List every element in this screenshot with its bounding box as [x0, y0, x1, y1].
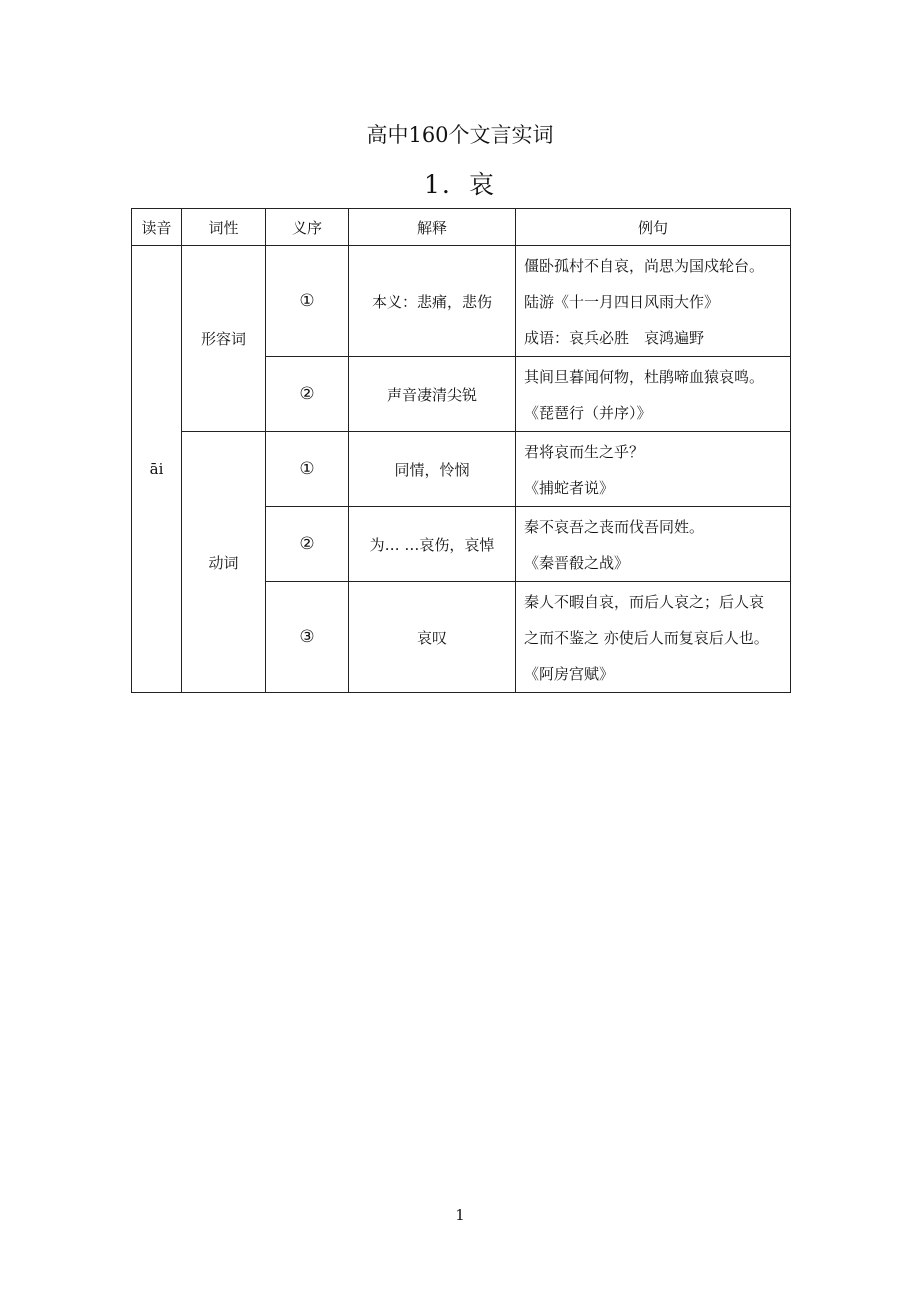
example-line: 其间旦暮闻何物，杜鹃啼血猿哀鸣。	[524, 368, 765, 386]
example-cell	[516, 357, 791, 432]
sense-meaning: 声音凄清尖锐	[349, 357, 516, 432]
example-source: 《琵琶行（并序）》	[524, 404, 652, 422]
example-source: 《秦晋殽之战》	[524, 554, 630, 572]
pos-cell-adjective: 形容词	[182, 246, 266, 432]
example-source: 《阿房宫赋》	[524, 665, 615, 683]
vocabulary-table	[131, 208, 791, 693]
sense-meaning: 哀叹	[349, 582, 516, 693]
pronunciation-cell: āi	[132, 246, 182, 693]
page-number: 1	[455, 1206, 465, 1224]
table-header-row	[132, 209, 791, 246]
document-title: 高中160个文言实词	[366, 123, 554, 147]
sense-number: ①	[266, 432, 349, 507]
header-part-of-speech: 词性	[182, 209, 266, 246]
example-line: 之而不鉴之 亦使后人而复哀后人也。	[524, 629, 769, 647]
example-line: 秦不哀吾之丧而伐吾同姓。	[524, 518, 705, 536]
example-source: 《捕蛇者说》	[524, 479, 615, 497]
example-cell	[516, 246, 791, 357]
table-row	[132, 432, 791, 507]
example-cell	[516, 432, 791, 507]
sense-meaning: 为… …哀伤，哀悼	[349, 507, 516, 582]
example-line: 君将哀而生之乎？	[524, 443, 645, 461]
example-idiom: 成语：哀兵必胜 哀鸿遍野	[524, 329, 705, 347]
header-pronunciation: 读音	[132, 209, 182, 246]
sense-number: ①	[266, 246, 349, 357]
example-line: 僵卧孤村不自哀，尚思为国戍轮台。	[524, 257, 765, 275]
example-source: 陆游《十一月四日风雨大作》	[524, 293, 720, 311]
sense-number: ②	[266, 357, 349, 432]
sense-number: ②	[266, 507, 349, 582]
example-cell	[516, 507, 791, 582]
word-heading: 1．哀	[424, 170, 496, 199]
sense-number: ③	[266, 582, 349, 693]
header-meaning: 解释	[349, 209, 516, 246]
pos-cell-verb: 动词	[182, 432, 266, 693]
sense-meaning: 同情，怜悯	[349, 432, 516, 507]
table-row	[132, 246, 791, 357]
header-examples: 例句	[516, 209, 791, 246]
example-line: 秦人不暇自哀，而后人哀之；后人哀	[524, 593, 765, 611]
sense-meaning: 本义：悲痛，悲伤	[349, 246, 516, 357]
header-sense-number: 义序	[266, 209, 349, 246]
example-cell	[516, 582, 791, 693]
